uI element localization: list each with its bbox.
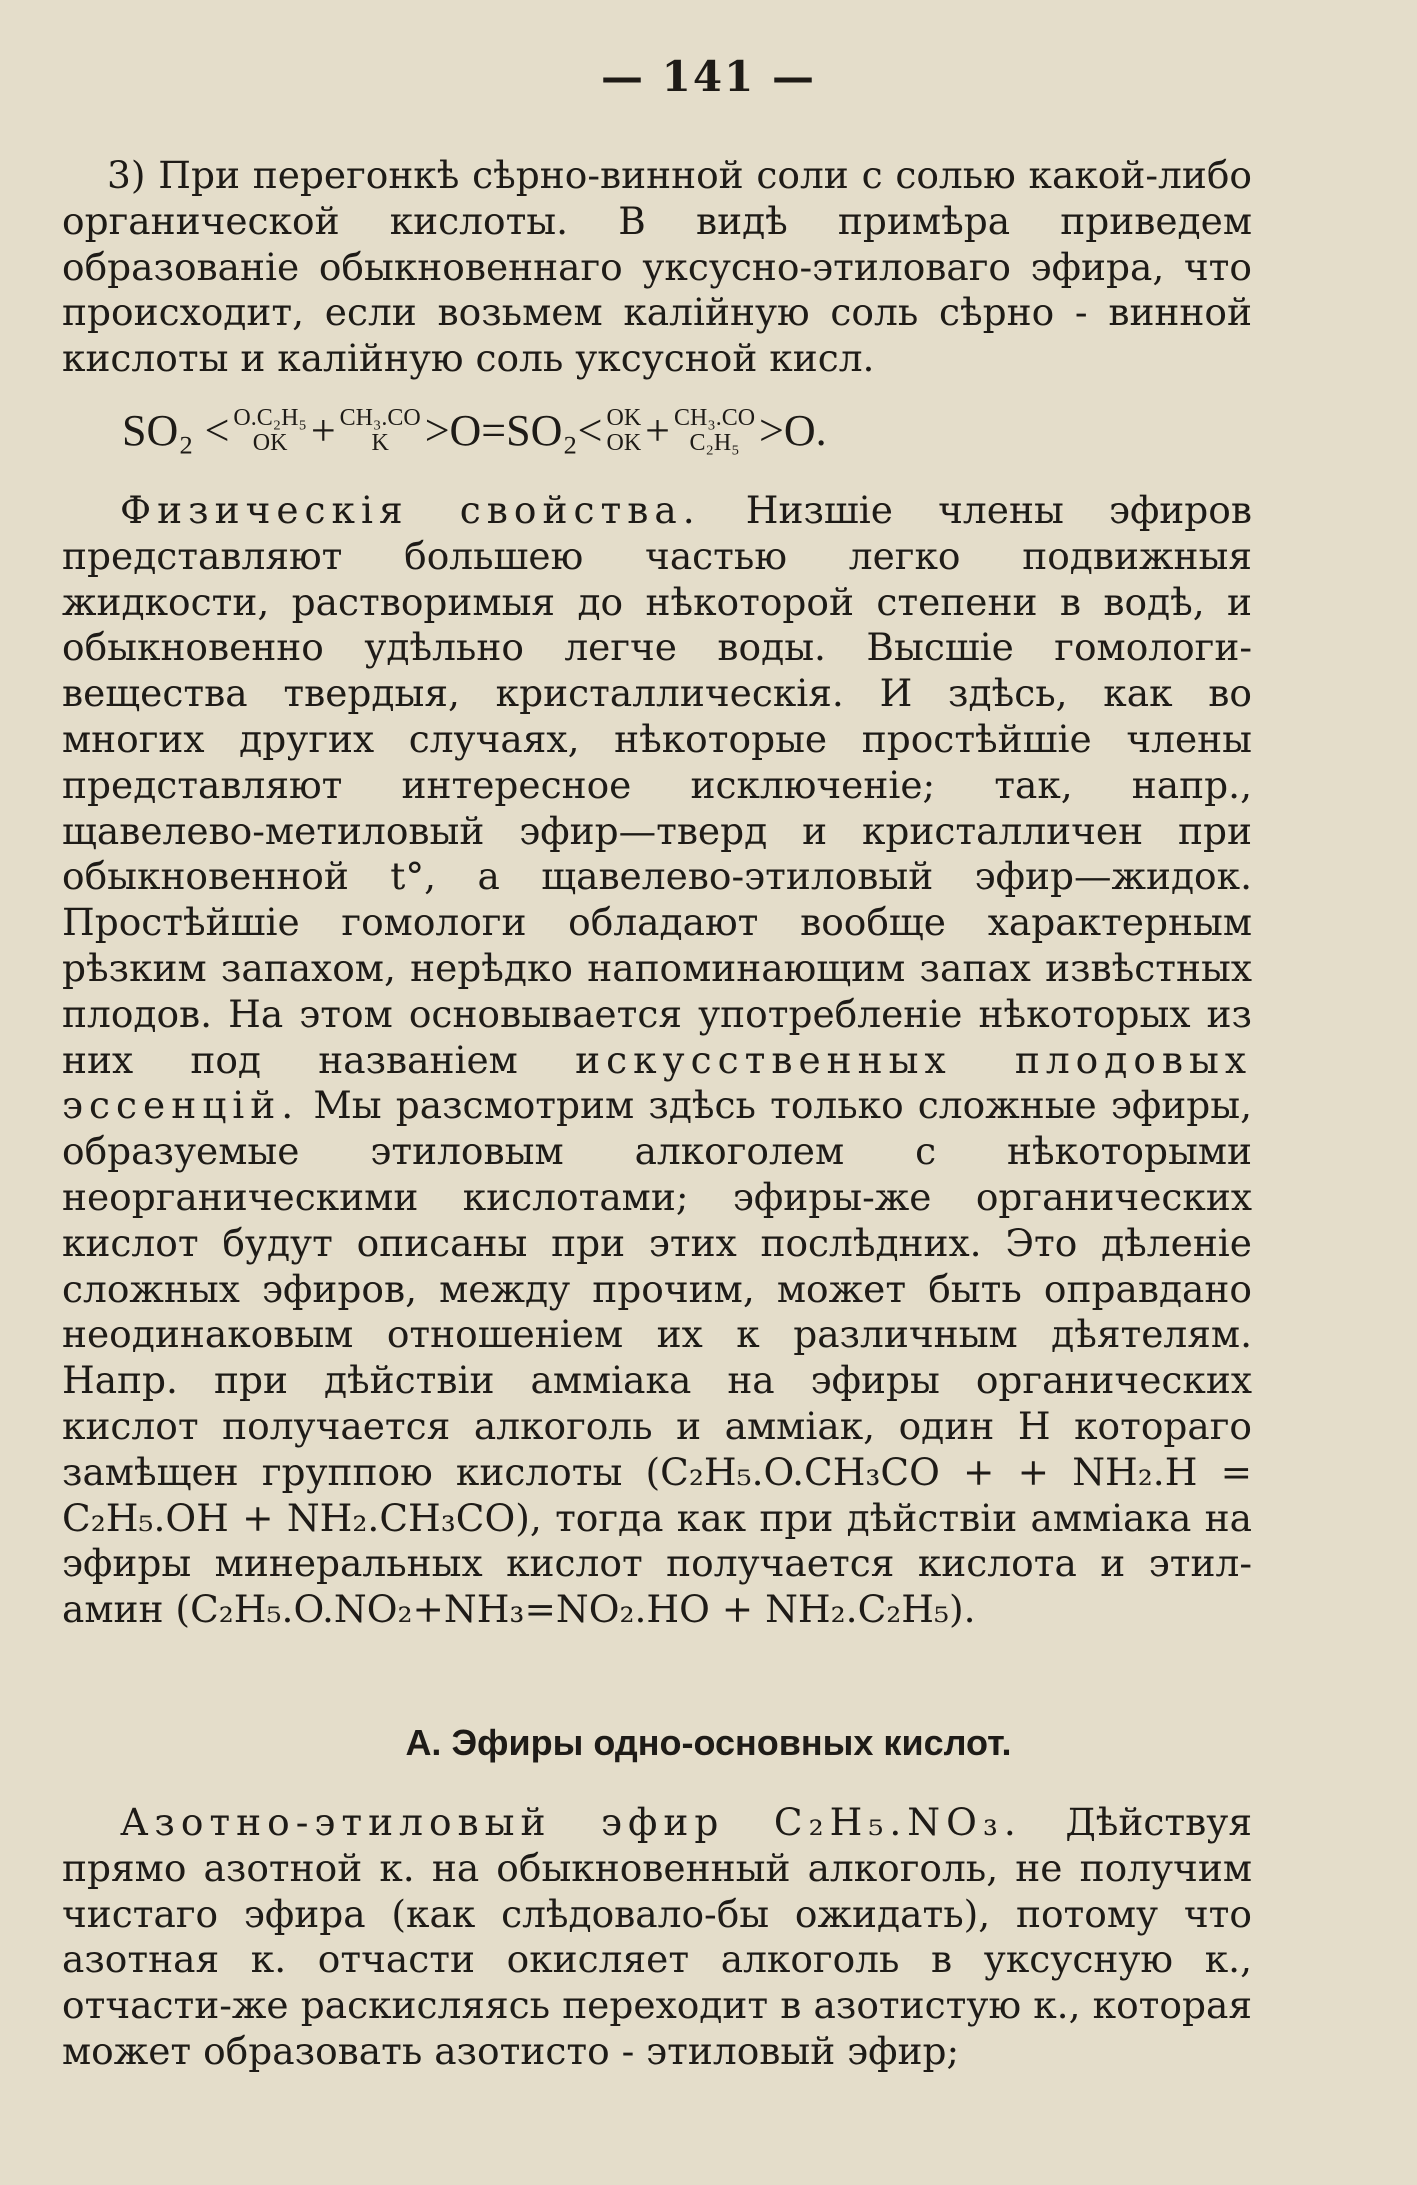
frac2-bottom: K — [371, 429, 389, 456]
ethyl-nitrate-section — [62, 1800, 1252, 2075]
reaction-formula — [122, 405, 1262, 456]
formula-fraction-4 — [674, 406, 755, 456]
formula-fraction-1 — [233, 406, 306, 456]
ethyl-nitrate-body: Дѣйствуя прямо азотной к. на обыкновенный алкоголь, не получим чистаго эфира (как слѣдовало-бы ожидать), потому что азотная к. отчасти окисляет алкоголь в уксусную к., отчасти-же раскисляясь переходит в азотистую к., которая может образовать азотисто - этиловый эфир; — [62, 1800, 1252, 2073]
page-number: — 141 — — [601, 52, 816, 101]
frac1-bottom: OK — [252, 429, 288, 456]
physical-properties-paragraph — [62, 488, 1252, 1633]
ethyl-nitrate-paragraph — [62, 1800, 1252, 2075]
paragraph-3-text: 3) При перегонкѣ сѣрно-винной соли с солью какой-либо органической кислоты. В видѣ примѣра приведем образованіе обыкновеннаго уксусно-этиловаго эфира, что происходит, если возьмем калійную соль сѣрно - винной кислоты и калійную соль уксусной кисл. — [62, 153, 1252, 381]
frac4-bottom: C₂H₅ — [689, 429, 740, 456]
frac4-top: CH₃.CO — [674, 404, 756, 431]
formula-plus-2: + — [645, 406, 670, 455]
formula-middle: >O=SO₂< — [424, 406, 603, 455]
artificial-essences-phrase: искусственных плодовых эссенцій. — [62, 1037, 1252, 1128]
physical-properties-body-2: Мы разсмотрим здѣсь только сложные эфиры, образуемые этиловым алкоголем с нѣкоторыми неорганическими кислотами; эфиры-же органических кислот будут описаны при этих послѣдних. Это дѣленіе сложных эфиров, между прочим, может быть оправдано неодинаковым отношеніем их к различным дѣятелям. Напр. при дѣйствіи амміака на эфиры органических кислот получается алкоголь и амміак, один H котораго замѣщен группою кислоты (C₂H₅.O.CH₃CO + + NH₂.H = C₂H₅.OH + NH₂.CH₃CO), тогда как при дѣйствіи амміака на эфиры минеральных кислот получается кислота и этил-амин (C₂H₅.O.NO₂+NH₃=NO₂.HO + NH₂.C₂H₅). — [62, 1083, 1252, 1632]
physical-properties-body: Низшіе члены эфиров представляют большею частью легко подвижныя жидкости, растворимыя до нѣкоторой степени в водѣ, и обыкновенно удѣльно легче воды. Высшіе гомологи-вещества твердыя, кристаллическія. И здѣсь, как во многих других случаях, нѣкоторые простѣйшіе члены представляют интересное исключеніе; так, напр., щавелево-метиловый эфир—тверд и кристалличен при обыкновенной t°, а щавелево-этиловый эфир—жидок. Простѣйшіе гомологи обладают вообще характерным рѣзким запахом, нерѣдко напоминающим запах извѣстных плодов. На этом основывается употребленіе нѣкоторых из них под названіем — [62, 488, 1252, 1082]
formula-so2-left: SO₂ < — [122, 406, 230, 455]
frac3-bottom: OK — [606, 429, 642, 456]
paragraph-3 — [62, 153, 1252, 382]
formula-plus-1: + — [310, 406, 336, 455]
formula-fraction-3 — [607, 406, 642, 456]
ethyl-nitrate-lead: Азотно-этиловый эфир C₂H₅.NO₃. — [120, 1800, 1022, 1844]
formula-end: >O. — [759, 406, 827, 455]
section-heading: А. Эфиры одно-основных кислот. — [405, 1722, 1012, 1763]
physical-properties — [62, 488, 1252, 1633]
frac2-top: CH₃.CO — [339, 404, 421, 431]
formula-fraction-2 — [340, 406, 421, 456]
frac1-top: O.C₂H₅ — [233, 404, 307, 431]
frac3-top: OK — [606, 404, 642, 431]
physical-properties-lead: Физическія свойства. — [120, 488, 701, 532]
